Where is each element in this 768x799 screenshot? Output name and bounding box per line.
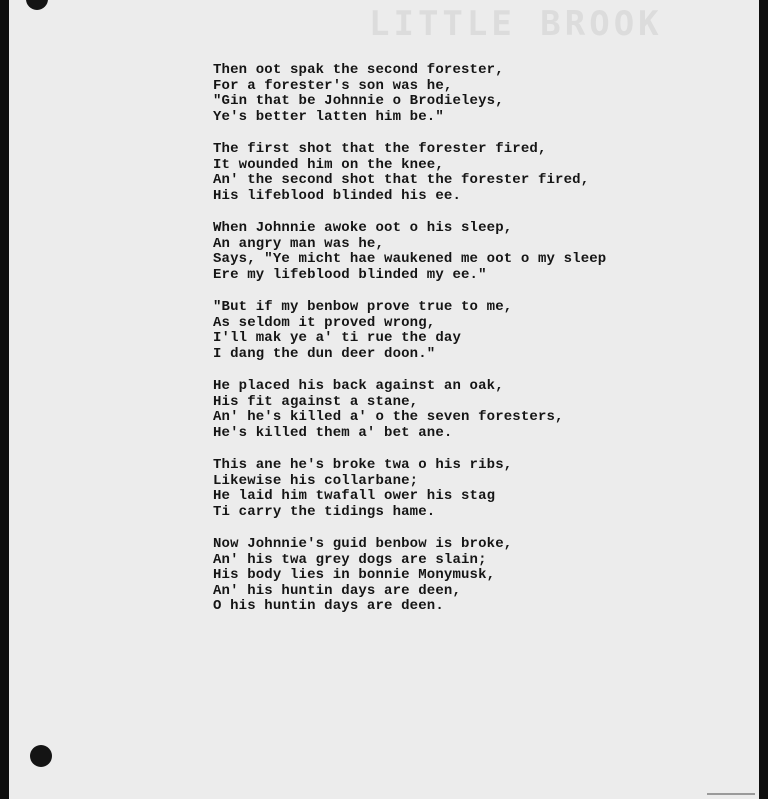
poem-line: He laid him twafall ower his stag bbox=[213, 488, 496, 504]
poem-line: An' his huntin days are deen, bbox=[213, 582, 461, 599]
poem-line: "But if my benbow prove true to me, bbox=[213, 299, 513, 315]
poem-line: An' the second shot that the forester fired, bbox=[213, 172, 590, 188]
stanza-2 bbox=[213, 142, 606, 204]
poem-text bbox=[213, 63, 606, 632]
poem-line: For a forester's son was he, bbox=[213, 77, 453, 94]
poem-line: He placed his back against an oak, bbox=[213, 378, 504, 394]
stanza-7 bbox=[213, 537, 606, 615]
stanza-4 bbox=[213, 300, 606, 362]
poem-line: It wounded him on the knee, bbox=[213, 156, 444, 173]
poem-line: His fit against a stane, bbox=[213, 393, 419, 410]
poem-line: Says, "Ye micht hae waukened me oot o my sleep bbox=[213, 251, 607, 267]
poem-line: Likewise his collarbane; bbox=[213, 472, 419, 489]
poem-line: This ane he's broke twa o his ribs, bbox=[213, 457, 513, 473]
stanza-3 bbox=[213, 221, 606, 283]
poem-line: His body lies in bonnie Monymusk, bbox=[213, 567, 496, 583]
poem-line: His lifeblood blinded his ee. bbox=[213, 187, 461, 204]
stanza-1 bbox=[213, 63, 606, 125]
poem-line: Ere my lifeblood blinded my ee." bbox=[213, 266, 487, 283]
poem-line: I'll mak ye a' ti rue the day bbox=[213, 330, 461, 346]
poem-line: When Johnnie awoke oot o his sleep, bbox=[213, 220, 513, 236]
poem-line: An' his twa grey dogs are slain; bbox=[213, 551, 487, 568]
poem-line: Ye's better latten him be." bbox=[213, 108, 444, 125]
poem-line: "Gin that be Johnnie o Brodieleys, bbox=[213, 93, 504, 109]
poem-line: Then oot spak the second forester, bbox=[213, 62, 504, 78]
bleed-through-header: LITTLE BROOK bbox=[369, 4, 663, 44]
poem-line: The first shot that the forester fired, bbox=[213, 141, 547, 157]
paper-sheet bbox=[9, 0, 759, 799]
stanza-6 bbox=[213, 458, 606, 520]
poem-line: Now Johnnie's guid benbow is broke, bbox=[213, 536, 513, 552]
poem-line: As seldom it proved wrong, bbox=[213, 314, 436, 331]
punch-hole-bottom bbox=[30, 745, 52, 767]
poem-line: An' he's killed a' o the seven foresters, bbox=[213, 409, 564, 425]
poem-line: He's killed them a' bet ane. bbox=[213, 424, 453, 441]
poem-line: O his huntin days are deen. bbox=[213, 598, 444, 614]
scan-artifact bbox=[707, 793, 755, 795]
poem-line: Ti carry the tidings hame. bbox=[213, 503, 436, 520]
stanza-5 bbox=[213, 379, 606, 441]
poem-line: An angry man was he, bbox=[213, 235, 385, 252]
poem-line: I dang the dun deer doon." bbox=[213, 345, 436, 362]
